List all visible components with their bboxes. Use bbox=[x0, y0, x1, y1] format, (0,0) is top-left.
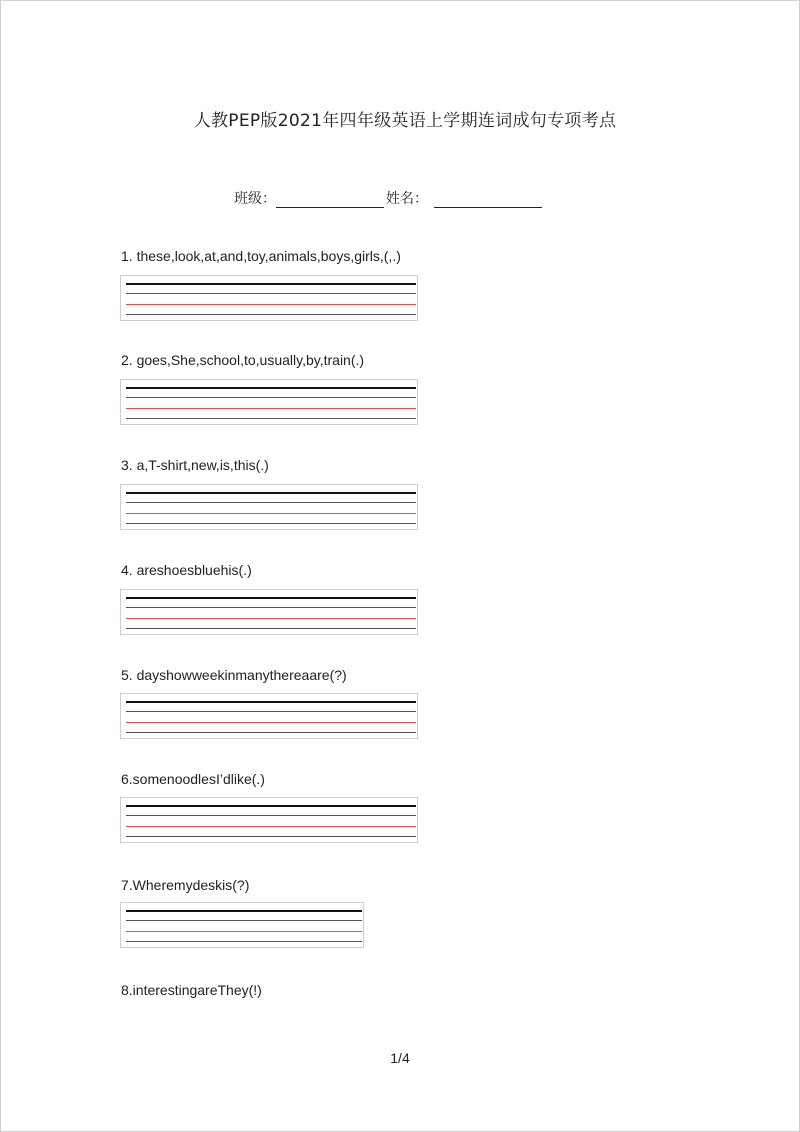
question-6: 6.somenoodlesI’dlike(.) bbox=[121, 771, 265, 787]
writing-line bbox=[126, 920, 362, 921]
writing-line bbox=[126, 523, 416, 524]
writing-line bbox=[126, 628, 416, 629]
name-label: 姓名： bbox=[386, 191, 428, 207]
writing-line bbox=[126, 293, 416, 294]
answer-box-7[interactable] bbox=[120, 902, 364, 948]
answer-box-2[interactable] bbox=[120, 379, 418, 425]
writing-line bbox=[126, 513, 416, 514]
answer-box-1[interactable] bbox=[120, 275, 418, 321]
writing-line bbox=[126, 418, 416, 419]
answer-box-6[interactable] bbox=[120, 797, 418, 843]
name-blank[interactable] bbox=[434, 193, 542, 208]
question-1: 1. these,look,at,and,toy,animals,boys,girls,(,.) bbox=[121, 248, 401, 264]
question-2: 2. goes,She,school,to,usually,by,train(.) bbox=[121, 352, 365, 368]
question-8: 8.interestingareThey(!) bbox=[121, 982, 262, 998]
writing-line bbox=[126, 408, 416, 409]
page-number: 1/4 bbox=[390, 1050, 410, 1066]
writing-line bbox=[126, 607, 416, 608]
writing-line bbox=[126, 502, 416, 503]
page-title: 人教PEP版2021年四年级英语上学期连词成句专项考点 bbox=[193, 111, 617, 131]
writing-line bbox=[126, 931, 362, 932]
class-label: 班级： bbox=[234, 191, 276, 207]
question-5: 5. dayshowweekinmanythereaare(?) bbox=[121, 667, 347, 683]
answer-box-3[interactable] bbox=[120, 484, 418, 530]
question-3: 3. a,T-shirt,new,is,this(.) bbox=[121, 457, 269, 473]
writing-line bbox=[126, 304, 416, 305]
question-7: 7.Wheremydeskis(?) bbox=[121, 877, 250, 893]
writing-line bbox=[126, 836, 416, 837]
writing-line bbox=[126, 722, 416, 723]
writing-line bbox=[126, 805, 416, 807]
writing-line bbox=[126, 711, 416, 712]
writing-line bbox=[126, 941, 362, 942]
writing-line bbox=[126, 314, 416, 315]
writing-line bbox=[126, 397, 416, 398]
writing-line bbox=[126, 283, 416, 285]
class-name-row bbox=[234, 188, 542, 208]
writing-line bbox=[126, 910, 362, 912]
answer-box-4[interactable] bbox=[120, 589, 418, 635]
writing-line bbox=[126, 618, 416, 619]
question-4: 4. areshoesbluehis(.) bbox=[121, 562, 252, 578]
writing-line bbox=[126, 732, 416, 733]
writing-line bbox=[126, 492, 416, 494]
writing-line bbox=[126, 597, 416, 599]
answer-box-5[interactable] bbox=[120, 693, 418, 739]
writing-line bbox=[126, 387, 416, 389]
writing-line bbox=[126, 815, 416, 816]
writing-line bbox=[126, 701, 416, 703]
class-blank[interactable] bbox=[276, 193, 384, 208]
writing-line bbox=[126, 826, 416, 827]
